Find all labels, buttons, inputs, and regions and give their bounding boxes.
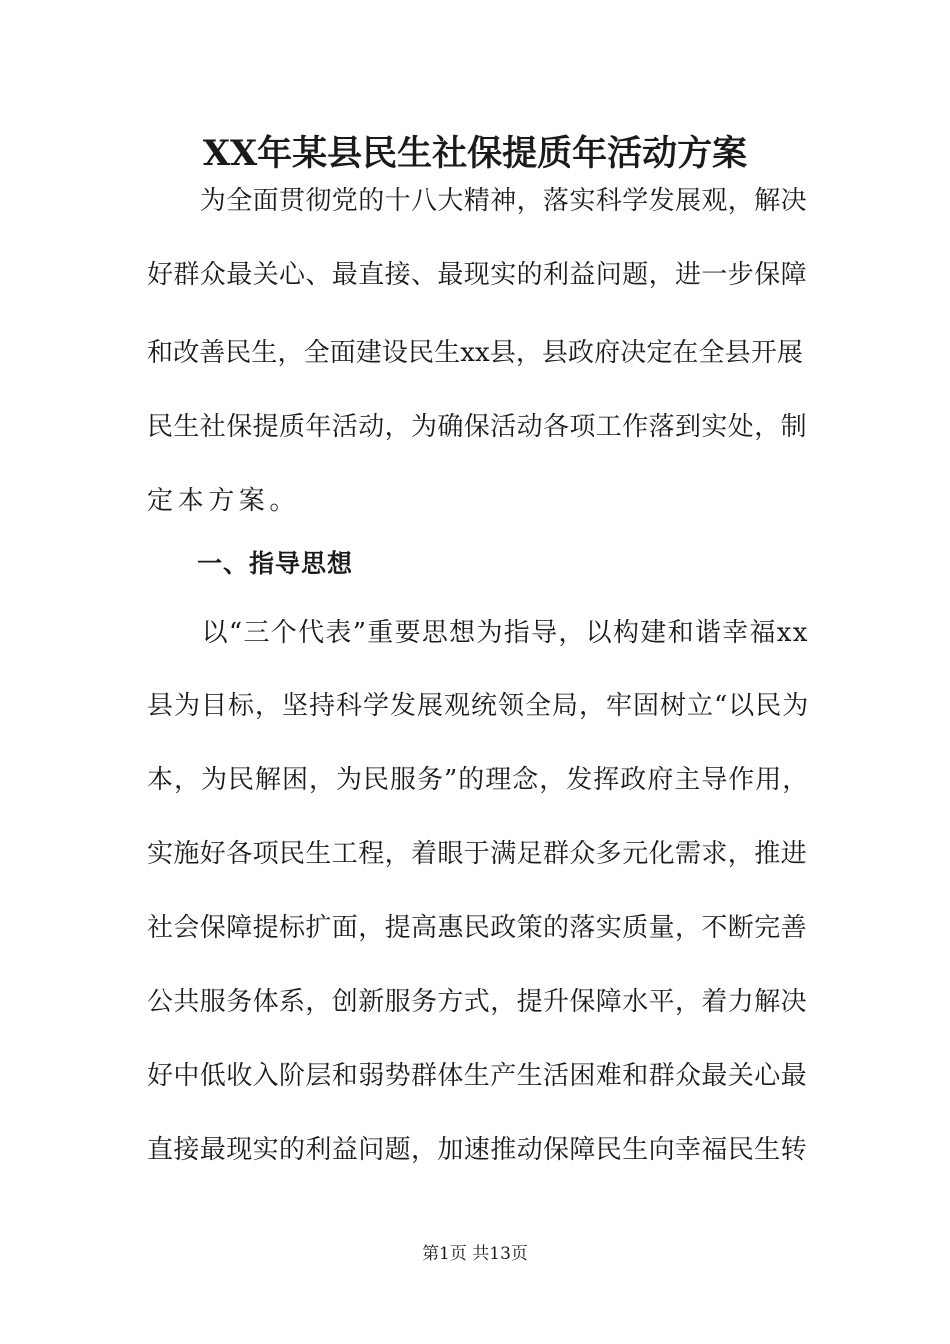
body-line: 县为目标，坚持科学发展观统领全局，牢固树立“以民为	[147, 691, 810, 721]
intro-line: 民生社保提质年活动，为确保活动各项工作落到实处，制	[147, 412, 808, 442]
body-line: 本，为民解困，为民服务”的理念，发挥政府主导作用，	[147, 765, 810, 795]
intro-line: 定本方案。	[147, 486, 301, 516]
body-line: 以“三个代表”重要思想为指导，以构建和谐幸福xx	[147, 618, 809, 648]
body-line: 好中低收入阶层和弱势群体生产生活困难和群众最关心最	[147, 1061, 808, 1091]
document-title: XX年某县民生社保提质年活动方案	[202, 133, 748, 174]
body-line: 实施好各项民生工程，着眼于满足群众多元化需求，推进	[147, 839, 808, 869]
body-line: 直接最现实的利益问题，加速推动保障民生向幸福民生转	[147, 1135, 808, 1165]
intro-line: 好群众最关心、最直接、最现实的利益问题，进一步保障	[147, 260, 808, 290]
body-line: 公共服务体系，创新服务方式，提升保障水平，着力解决	[147, 987, 808, 1017]
intro-line: 为全面贯彻党的十八大精神，落实科学发展观，解决	[147, 186, 808, 216]
intro-line: 和改善民生，全面建设民生xx县，县政府决定在全县开展	[147, 338, 803, 368]
page-footer	[0, 1242, 950, 1266]
section-heading: 一、指导思想	[197, 549, 354, 578]
page-number: 第1页 共13页	[422, 1244, 528, 1264]
body-line: 社会保障提标扩面，提高惠民政策的落实质量，不断完善	[147, 913, 808, 943]
